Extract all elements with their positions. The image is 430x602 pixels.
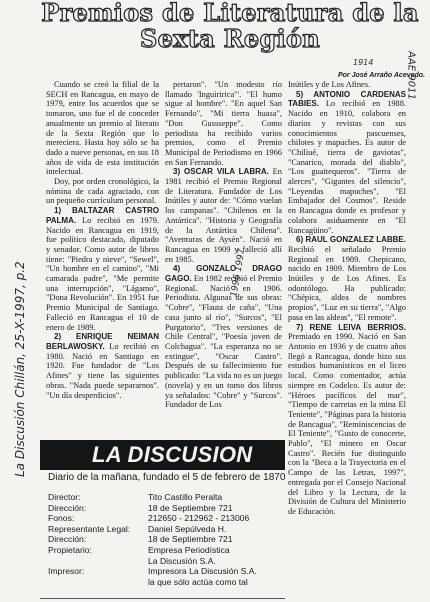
masthead-row-key: Propietario: xyxy=(48,544,92,555)
masthead-row-value: 212650 - 212962 - 213006 xyxy=(148,513,250,524)
paragraph-text: Lo recibió en 1980. Nació en Santiago en 1920. Fue fundador de "Los Afines" y tiene las siguientes obras. "Nada puede separarnos". "Un día desperdicios". xyxy=(46,341,159,400)
masthead-row-value: Daniel Sepúlveda H. xyxy=(148,523,227,534)
handwritten-right-text: AAE 9011 xyxy=(405,51,417,100)
article-paragraph xyxy=(46,177,159,206)
article-headline xyxy=(30,0,430,52)
masthead-row xyxy=(48,566,288,577)
paragraph-text: Doy, por orden cronológico, la nómina de cada agraciado, con un pequeño currículum personal. xyxy=(46,177,159,206)
article-paragraph xyxy=(165,264,282,410)
laureate-heading: 4) GONZALO DRAGO GAGO. xyxy=(165,264,282,284)
paragraph-text: Premiado en 1990. Nació en San Antonio en 1936 y de cuatro años llegó a Rancagua, donde hizo sus estudios humanísticos en el liceo local. Como comentador, actúa siempre en Codelco. Es autor de: "Héroes pacíficos del mar", "Tiempo de carretas en la mina El Teniente", "Páginas para la historia de Rancagua", "Reminiscencias de El Teniente", "Gusto de conocerte, Pablo", "El minero en Oscar Castro". Recién fue distinguido con la "Beca a la Trayectoria en el Campo de las Letras, 1997", entregada por el Consejo Nacional del Libro y la Lectura, de la División de Cultura del Ministerio de Educación. xyxy=(288,332,406,516)
paragraph-text: Lo recibió en 1988. Nacido en 1910, colabora en diarios y revistas con sus conocimientos pascuenses, chilotes y mapuches. Es autor de "Chiliué, tierra de gaviotas", "Canarico, morada del diablo", "Los guaitequeros". "Tierra de alerces", "Gigantes del silencio", "Leyendas mapuches", "El Embajador del Cosmos". Reside en Rancagua donde es profesor y colabora asiduamente en "El Rancagüino". xyxy=(288,99,406,235)
masthead-row-value: Impresora La Discusión S.A. xyxy=(148,566,257,577)
masthead-row-value: Empresa Periodística xyxy=(148,544,230,555)
paragraph-text: Cuando se creó la filial de la SECH en Rancagua, en mayo de 1979, entre los acuerdos que se tomaron, uno fue el de conceder anualmente un premio al literato de la Sexta Región que lo mereciera. Hasta hoy sólo se ha dado a nueve personas, en sus 18 años de vida de esta institución intelectual. xyxy=(46,80,159,177)
masthead-title: LA DISCUSION xyxy=(40,440,285,470)
article-paragraph xyxy=(288,323,406,517)
masthead-row xyxy=(48,556,288,567)
laureate-heading: 7) RENE LEIVA BERRIOS. xyxy=(296,322,406,332)
handwritten-page-note: 1914 xyxy=(353,58,374,67)
masthead-row xyxy=(48,513,288,524)
laureate-heading: 5) ANTONIO CARDENAS TABIES. xyxy=(288,89,406,109)
paragraph-text: pertaron". "Un modesto río llamado 'Inguiririca'". "El humo sigue al hombre". "En aquel San Fernando", "Mi tierra huasa", "Don Gussseppe". Como periodista ha recibido varios premios, como el Premio Municipal de Periodismo en 1966 en San Fernando. xyxy=(165,80,282,167)
masthead-row-value: 18 de Septiembre 721 xyxy=(148,534,233,545)
article-column-1 xyxy=(46,80,159,466)
byline: Por José Arraño Acevedo. xyxy=(337,72,425,79)
masthead-row-key: Representante Legal: xyxy=(48,523,131,534)
masthead-row xyxy=(48,577,288,588)
paragraph-text: En 1982 recibió el Premio Regional. Nació en 1906. Periodista. Algunas de sus obras: "Cobre", "Flauta de caña", "Una casa junto al río", "Surcos", "El Purgatorio", "Tres versiones de Chile Central", "Poesía joven de Colchagua". "La esperanza no se extingue", "Oscar Castro". Después de su fallecimiento fue publicado: "La vida no es un juego (novela) y en un tomo dos libros ya señalados: "Cobre" y "Surcos". Fundador de Los xyxy=(165,274,282,410)
masthead-details xyxy=(48,492,288,587)
masthead-row xyxy=(48,524,288,535)
laureate-heading: 1) BALTAZAR CASTRO PALMA. xyxy=(46,206,159,225)
article-paragraph xyxy=(165,80,282,167)
laureate-heading: 3) OSCAR VILA LABRA. xyxy=(173,167,269,177)
masthead-row-value: La Discusión S.A. xyxy=(148,555,216,566)
article-paragraph xyxy=(46,80,159,177)
handwritten-margin-note: La Discusión Chillán, 25-X-1997, p.2 xyxy=(13,261,27,477)
article-paragraph xyxy=(288,80,406,90)
masthead-row-value: la que sólo actúa como tal xyxy=(148,576,248,587)
paragraph-text: Inútiles y de Los Afines. xyxy=(288,80,371,89)
masthead-rule xyxy=(40,598,285,599)
masthead-subtitle: Diario de la mañana, fundado el 5 de febrero de 1870 xyxy=(48,472,286,483)
masthead-row-key: Fonos: xyxy=(48,513,75,524)
article-paragraph xyxy=(46,332,159,400)
masthead-row-key: Director: xyxy=(48,492,81,502)
headline-line-1: Premios de Literatura de la xyxy=(41,0,419,27)
handwritten-year-note: 1996 1997 xyxy=(229,248,248,298)
paragraph-text: Recibió el señalado Premio Regional en 1989. Chepicano, nacido en 1909. Miembro de Los Inútiles y de Los Afines. Es odontólogo. Ha publicado: "Chépica, aldea de nombres propios", "Luz en su tierra", "Algo pasa en las aldeas", "El remote". xyxy=(288,244,406,322)
article-paragraph xyxy=(165,167,282,264)
masthead-row-key: Dirección: xyxy=(48,502,87,513)
headline-line-2: Sexta Región xyxy=(139,24,321,53)
masthead-row xyxy=(48,503,288,514)
masthead-row-key: Impresor: xyxy=(48,566,85,577)
article-paragraph xyxy=(46,206,159,332)
laureate-heading: 2) ENRIQUE NEIMAN BERLAWOSKY. xyxy=(46,332,159,351)
article-column-2 xyxy=(165,80,282,410)
masthead-row xyxy=(48,492,288,503)
masthead-row xyxy=(48,545,288,556)
paragraph-text: Lo recibió en 1979. Nacido en Rancagua en 1919, fue político destacado, diputado y senador. Como autor de libros tiene: "Piedra y nieve", "Sewel", "Un hombre en el camino", "Mi camarada padre", "Me permite una interrupción", "Lágamo", "Dona Revolución". En 1951 fue Premio Municipal de Santiago. Falleció en Rancagua el 10 de enero de 1989. xyxy=(46,215,159,332)
masthead-row xyxy=(48,534,288,545)
article-column-3 xyxy=(288,80,406,602)
paragraph-text: En 1981 recibió el Premio Regional de Literatura. Fundador de Los Inútiles y autor de: "Cómo vuelan los campanas". "Chilenos en la Antártica". "Historia y Geografía de la Antártica Chilena". "Aventuras de Aysén". Nació en Rancagua en 1909 y falleció allí en 1985. xyxy=(165,167,282,264)
masthead-row-value: 18 de Septiembre 721 xyxy=(148,502,233,513)
article-paragraph xyxy=(288,235,406,322)
laureate-heading: 6) RAUL GONZALEZ LABBE. xyxy=(296,235,406,245)
masthead-box xyxy=(40,440,285,600)
masthead-row-key: Dirección: xyxy=(48,534,87,545)
masthead-row-value: Tito Castillo Peralta xyxy=(148,492,223,502)
article-paragraph xyxy=(288,90,406,236)
